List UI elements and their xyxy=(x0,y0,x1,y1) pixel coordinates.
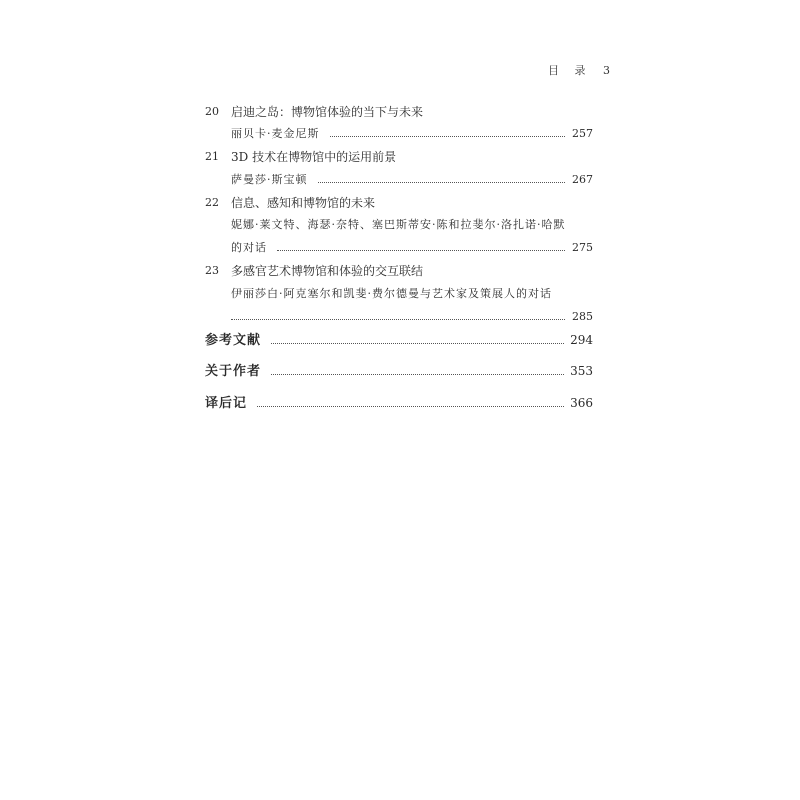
chapter-author: 妮娜·莱文特、海瑟·奈特、塞巴斯蒂安·陈和拉斐尔·洛扎诺·哈默 xyxy=(231,218,566,231)
chapter-number: 20 xyxy=(205,105,219,118)
section-about-authors[interactable] xyxy=(205,361,593,381)
chapter-title: 多感官艺术博物馆和体验的交互联结 xyxy=(231,264,424,278)
page-number: 267 xyxy=(572,173,593,186)
chapter-22-heading[interactable] xyxy=(205,194,593,212)
section-title: 关于作者 xyxy=(205,364,262,379)
section-title: 参考文献 xyxy=(205,333,262,348)
page-number: 275 xyxy=(572,241,593,254)
chapter-author: 丽贝卡·麦金尼斯 xyxy=(231,127,320,140)
chapter-22-author-line-1[interactable] xyxy=(205,216,593,234)
dot-leader xyxy=(277,249,565,251)
chapter-22-author-line-2[interactable] xyxy=(205,239,593,257)
chapter-20-heading[interactable] xyxy=(205,103,593,121)
running-head xyxy=(548,62,610,78)
chapter-23-author-line[interactable] xyxy=(205,285,593,303)
chapter-number: 22 xyxy=(205,196,219,209)
page-number: 294 xyxy=(570,333,593,347)
page-number: 353 xyxy=(570,364,593,378)
chapter-title: 启迪之岛：博物馆体验的当下与未来 xyxy=(231,105,424,119)
section-translator-afterword[interactable] xyxy=(205,393,593,413)
chapter-author: 伊丽莎白·阿克塞尔和凯斐·费尔德曼与艺术家及策展人的对话 xyxy=(231,287,552,300)
section-title: 译后记 xyxy=(205,396,248,411)
chapter-20-author-line[interactable] xyxy=(205,125,593,143)
dot-leader xyxy=(271,373,564,375)
chapter-number: 23 xyxy=(205,264,219,277)
chapter-23-heading[interactable] xyxy=(205,262,593,280)
chapter-title: 信息、感知和博物馆的未来 xyxy=(231,196,376,210)
chapter-23-page-line[interactable] xyxy=(205,308,593,326)
chapter-title: 3D 技术在博物馆中的运用前景 xyxy=(231,150,397,164)
chapter-author: 萨曼莎·斯宝顿 xyxy=(231,173,308,186)
running-head-page: 3 xyxy=(603,64,610,77)
chapter-author-continued: 的对话 xyxy=(231,241,267,254)
chapter-number: 21 xyxy=(205,150,219,163)
chapter-21-author-line[interactable] xyxy=(205,171,593,189)
running-head-label: 目 录 xyxy=(548,64,592,77)
dot-leader xyxy=(271,342,564,344)
page-number: 285 xyxy=(572,310,593,323)
section-references[interactable] xyxy=(205,330,593,350)
page-number: 257 xyxy=(572,127,593,140)
chapter-21-heading[interactable] xyxy=(205,148,593,166)
page-number: 366 xyxy=(570,396,593,410)
dot-leader xyxy=(257,405,564,407)
dot-leader xyxy=(330,135,566,137)
dot-leader xyxy=(231,318,565,320)
dot-leader xyxy=(318,181,566,183)
